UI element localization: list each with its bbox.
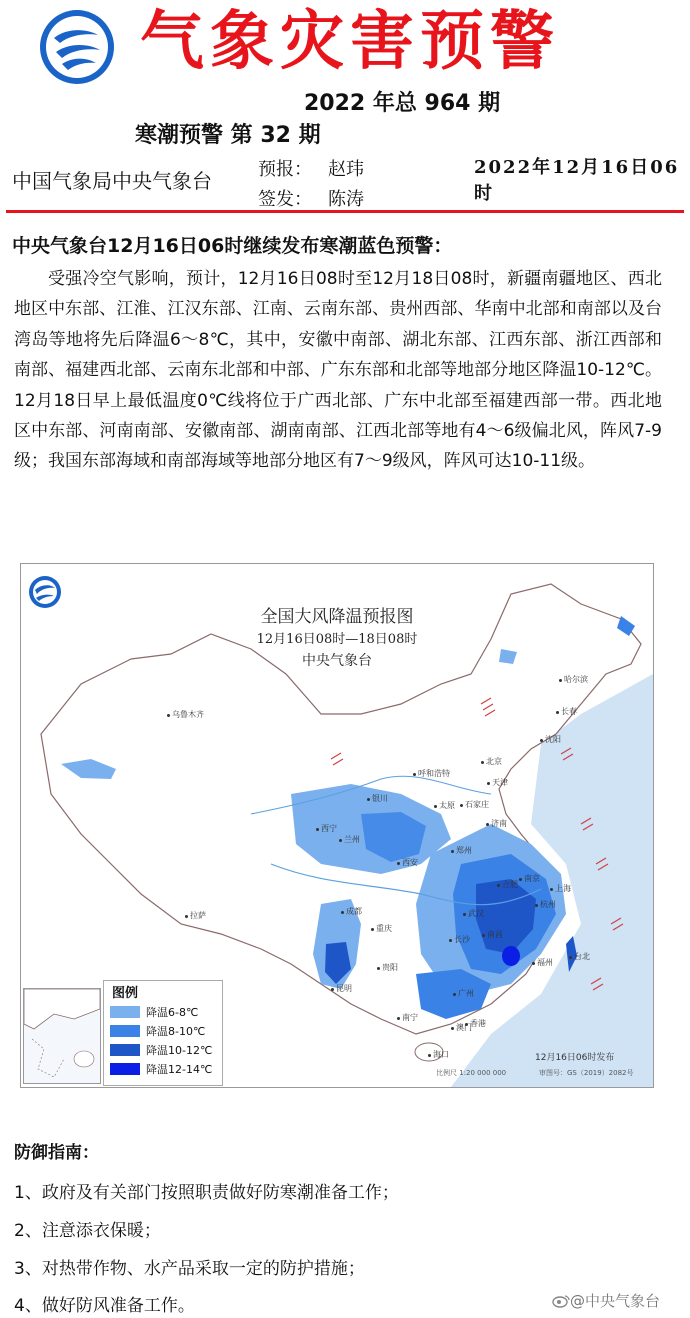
page-title: 气象灾害预警 [140,4,560,79]
legend-swatch [110,1006,140,1018]
map-scale: 比例尺 1:20 000 000 [436,1069,507,1077]
city-dot [331,988,334,991]
city-label: 兰州 [344,835,360,844]
city-dot [451,850,454,853]
city-dot [449,939,452,942]
city-label: 呼和浩特 [418,769,450,778]
city-label: 拉萨 [190,911,206,920]
city-dot [519,878,522,881]
city-label: 重庆 [376,924,392,933]
city-dot [460,804,463,807]
map-time-range: 12月16日08时—18日08时 [256,632,418,647]
legend-item: 降温10-12℃ [110,1043,212,1059]
city-label: 杭州 [540,900,556,909]
cma-logo-icon [38,8,116,86]
city-label: 长春 [561,707,577,716]
warning-paragraph: 受强冷空气影响，预计，12月16日08时至12月18日08时，新疆南疆地区、西北地区中东部、江淮、江汉东部、江南、云南东部、贵州西部、华南中北部和南部以及台湾岛等地将先后降温6～8℃，其中，安徽中南部、湖北东部、江西东部、浙江西部和南部、福建西北部、云南东北部和中部、广东东部和北部等地部分地区降温10-12℃。12月18日早上最低温度0℃线将位于广西北部、广东中北部至福建西部一带。西北地区中东部、河南南部、安徽南部、湖南南部、江西北部等地有4～6级偏北风，阵风7-9级；我国东部海域和南部海域等地部分地区有7～9级风，阵风可达10-11级。 [14,269,662,472]
guidance-item: 3、对热带作物、水产品采取一定的防护措施； [14,1259,365,1279]
city-label: 长沙 [454,935,470,944]
city-dot [497,884,500,887]
weibo-icon [552,1292,570,1306]
city-label: 北京 [486,757,502,766]
city-label: 乌鲁木齐 [172,710,204,719]
city-dot [556,711,559,714]
city-dot [397,862,400,865]
city-dot [550,888,553,891]
issuer-name: 陈涛 [328,189,364,210]
map-approval-number: 审图号：GS（2019）2082号 [539,1069,634,1077]
city-label: 南宁 [402,1013,418,1022]
city-dot [377,967,380,970]
issue-total-number: 2022 年总 964 期 [304,91,501,116]
city-label: 香港 [470,1019,486,1028]
map-title: 全国大风降温预报图 [260,607,414,627]
city-label: 哈尔滨 [564,675,588,684]
city-label: 澳门 [456,1023,472,1032]
city-dot [453,993,456,996]
guidance-item: 4、做好防风准备工作。 [14,1296,195,1316]
guidance-title: 防御指南： [14,1143,99,1163]
watermark-text: @中央气象台 [570,1292,661,1310]
city-dot [341,911,344,914]
header-divider [6,210,684,213]
city-label: 南京 [524,874,540,883]
city-label: 郑州 [456,846,472,855]
south-china-sea-inset [23,988,101,1084]
city-label: 合肥 [502,880,518,889]
city-label: 台北 [574,952,590,961]
city-dot [487,782,490,785]
city-label: 上海 [555,884,571,893]
city-dot [434,805,437,808]
city-label: 银川 [372,794,388,803]
city-label: 西安 [402,858,418,867]
city-dot [367,798,370,801]
city-dot [339,839,342,842]
city-dot [535,904,538,907]
city-dot [316,828,319,831]
city-dot [428,1054,431,1057]
issue-datetime: 2022年12月16日06时 [474,157,680,204]
legend-item: 降温8-10℃ [110,1024,205,1040]
legend-item: 降温12-14℃ [110,1062,212,1078]
city-label: 石家庄 [465,800,489,809]
map-legend [103,980,223,1086]
city-label: 沈阳 [545,735,561,744]
guidance-item: 2、注意添衣保暖； [14,1221,161,1241]
legend-item: 降温6-8℃ [110,1005,198,1021]
city-dot [463,913,466,916]
city-dot [569,956,572,959]
legend-swatch [110,1044,140,1056]
city-dot [397,1017,400,1020]
city-dot [532,962,535,965]
city-dot [481,761,484,764]
guidance-item: 1、政府及有关部门按照职责做好防寒潮准备工作； [14,1183,399,1203]
city-dot [451,1027,454,1030]
city-dot [185,915,188,918]
city-dot [167,714,170,717]
city-dot [371,928,374,931]
city-label: 昆明 [336,984,352,993]
issue-sub-number: 寒潮预警 第 32 期 [135,123,321,148]
organization: 中国气象局中央气象台 [12,169,212,193]
forecaster-name: 赵玮 [328,159,364,180]
city-label: 福州 [537,958,553,967]
map-organization: 中央气象台 [302,653,372,669]
city-label: 太原 [439,801,455,810]
forecaster-row [258,157,364,183]
city-dot [559,679,562,682]
city-label: 天津 [492,778,508,787]
city-label: 南昌 [487,930,503,939]
city-dot [413,773,416,776]
city-dot [540,739,543,742]
weibo-watermark [552,1290,660,1312]
map-issued-time: 12月16日06时发布 [535,1053,615,1063]
legend-swatch [110,1063,140,1075]
city-label: 广州 [458,989,474,998]
legend-swatch [110,1025,140,1037]
city-label: 成都 [346,907,362,916]
city-dot [482,934,485,937]
forecast-map [20,563,654,1088]
city-dot [486,823,489,826]
city-label: 贵阳 [382,963,398,972]
issuer-label: 签发： [258,189,312,210]
city-label: 济南 [491,819,507,828]
legend-title: 图例 [112,986,139,1001]
city-label: 西宁 [321,824,337,833]
city-label: 武汉 [468,909,484,918]
city-label: 海口 [433,1050,449,1059]
warning-headline: 中央气象台12月16日06时继续发布寒潮蓝色预警： [12,235,453,257]
forecaster-label: 预报： [258,159,312,180]
